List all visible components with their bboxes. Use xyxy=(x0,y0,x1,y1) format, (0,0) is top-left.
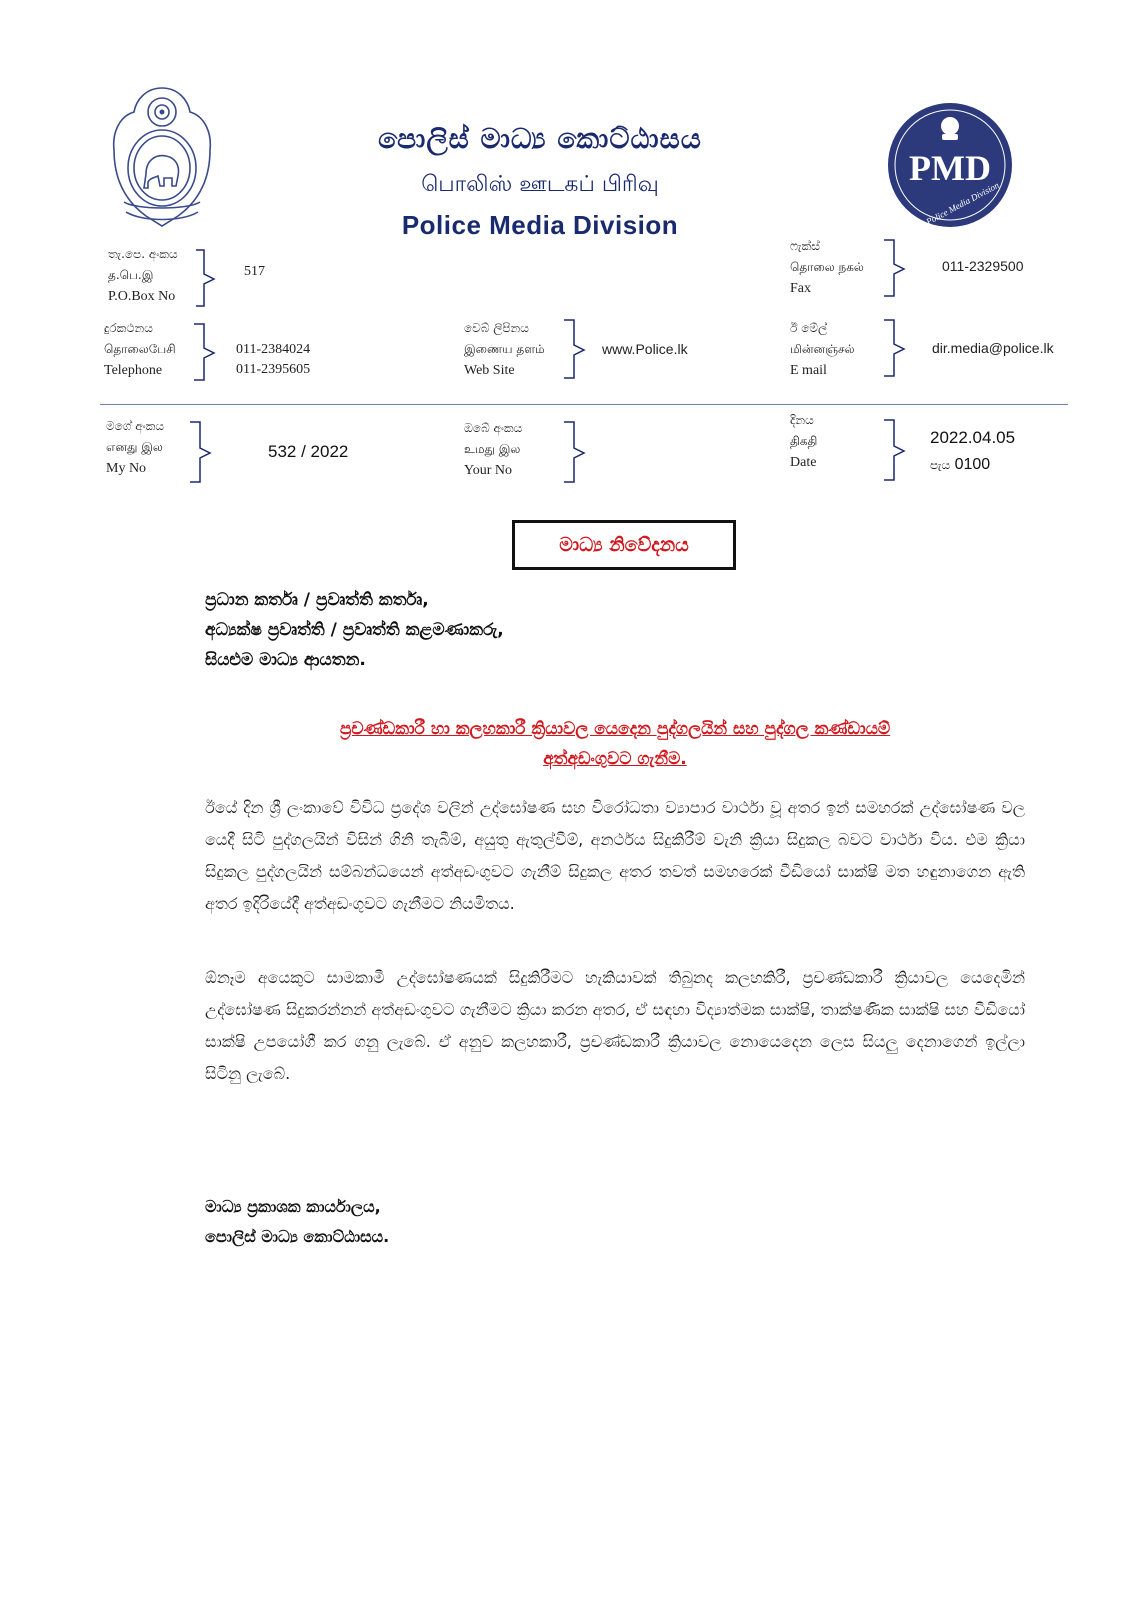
press-release-label: මාධ්‍ය නිවේදනය xyxy=(512,520,736,570)
police-crest-logo xyxy=(106,82,218,232)
pmd-logo-ring-text: Police Media Division xyxy=(924,179,1001,227)
pmd-logo xyxy=(886,98,1014,232)
body-paragraph-1: ඊයේ දින ශ්‍රී ලංකාවේ විවිධ ප්‍රදේශ වලින් උද්ඝෝෂණ සහ විරෝධතා ව්‍යාපාර වාර්ථා වූ අතර ඉන් සමහරක් උද්ඝෝෂණ වල යෙදී සිටි පුද්ගලයින් විසින් ගිනි තැබීම්, අයුතු ඇතුල්වීම්, අනර්ථය සිදුකිරීම් වැනි ක්‍රියා සිදුකල බවට වාර්ථා විය. එම ක්‍රියා සිදුකල පුද්ගලයින් සම්බන්ධයෙන් අත්අඩංගුවට ගැනීම් සිදුකල අතර තවත් සමහරෙක් වීඩියෝ සාක්ෂි මත හඳුනාගෙන ඇති අතර ඉදිරියේදී අත්අඩංගුවට ගැනීමට නියමිතය. xyxy=(205,798,1025,913)
date-brace xyxy=(880,418,910,484)
body-paragraph-2: ඕනෑම අයෙකුට සාමකාමී උද්ඝෝෂණයක් සිදුකිරීමට හැකියාවක් තිබුනද කලහකිරී, ප්‍රචණ්ඩකාරී ක්‍රියාවල යෙදෙමින් උද්ඝෝෂණ සිදුකරන්නන් අත්අඩංගුවට ගැනීමට ක්‍රියා කරන අතර, ඒ සඳහා විද්‍යාත්මක සාක්ෂි, තාක්ෂණික සාක්ෂි සහ වීඩියෝ සාක්ෂි උපයෝගී කර ගනු ලැබේ. ඒ අනුව කලහකාරී, ප්‍රචණ්ඩකාරී ක්‍රියාවල නොයෙදෙන ලෙස සියලු දෙනාගෙන් ඉල්ලා සිටිනු ලැබේ. xyxy=(205,968,1025,1083)
signature-line-2: පොලිස් මාධ්‍ය කොට්ඨාසය. xyxy=(205,1227,390,1246)
your-no-brace xyxy=(560,420,590,486)
time-prefix: පැය xyxy=(930,458,951,472)
header-divider xyxy=(100,404,1068,405)
telephone-brace xyxy=(190,322,220,384)
telephone-label: දුරකථනය தொலைபேசி Telephone xyxy=(104,321,176,378)
fax-label: ෆැක්ස් தொலை நகல் Fax xyxy=(790,239,864,296)
signature-line-1: මාධ්‍ය ප්‍රකාශක කාර්යාලය, xyxy=(205,1197,381,1216)
date-value: 2022.04.05 xyxy=(930,428,1016,447)
pobox-value: 517 xyxy=(244,264,265,279)
website-brace xyxy=(560,318,590,382)
pobox-brace xyxy=(192,248,220,310)
title-tamil: பொலிஸ் ஊடகப் பிரிவு xyxy=(421,172,659,197)
my-no-label: මගේ අංකය எனது இல My No xyxy=(106,419,165,476)
fax-brace xyxy=(880,238,910,300)
website-value: www.Police.lk xyxy=(602,341,688,357)
time-value: 0100 xyxy=(954,456,991,473)
telephone-value-1: 011-2384024 xyxy=(236,342,311,357)
my-no-value: 532 / 2022 xyxy=(268,442,349,461)
subject-line-2: අත්අඩංගුවට ගැනීම. xyxy=(543,749,687,769)
pmd-logo-text: PMD xyxy=(909,148,991,188)
addressee-2: අධ්‍යක්ෂ ප්‍රවෘත්ති / ප්‍රවෘත්ති කළමණාකරු, xyxy=(205,620,504,640)
subject-heading xyxy=(205,714,1025,774)
pobox-label: තැ.පෙ. අංකය த.பெ.இ P.O.Box No xyxy=(108,247,178,304)
addressee-1: ප්‍රධාන කර්තෘ / ප්‍රවෘත්ති කර්තෘ, xyxy=(205,590,429,610)
telephone-value-2: 011-2395605 xyxy=(236,362,311,377)
date-label: දිනය திகதி Date xyxy=(790,413,818,470)
fax-value: 011-2329500 xyxy=(942,258,1024,274)
telephone-values xyxy=(236,340,310,380)
my-no-brace xyxy=(186,420,216,486)
email-brace xyxy=(880,318,910,380)
your-no-label: ඔබේ අංකය உமது இல Your No xyxy=(464,421,523,478)
time-row xyxy=(930,456,990,474)
email-value: dir.media@police.lk xyxy=(932,340,1054,356)
title-english: Police Media Division xyxy=(401,210,679,240)
website-label: වෙබ් ලිපිනය இணைய தளம் Web Site xyxy=(464,321,545,378)
subject-line-1: ප්‍රචණ්ඩකාරී හා කලහකාරී ක්‍රියාවල යෙදෙන පුද්ගලයින් සහ පුද්ගල කණ්ඩායම් xyxy=(339,719,891,739)
email-label: ඊ මේල් மின்னஞ்சல் E mail xyxy=(790,321,855,378)
addressee-3: සියළුම මාධ්‍ය ආයතන. xyxy=(205,650,366,670)
title-sinhala: පොලිස් මාධ්‍ය කොට්ඨාසය xyxy=(378,122,702,155)
